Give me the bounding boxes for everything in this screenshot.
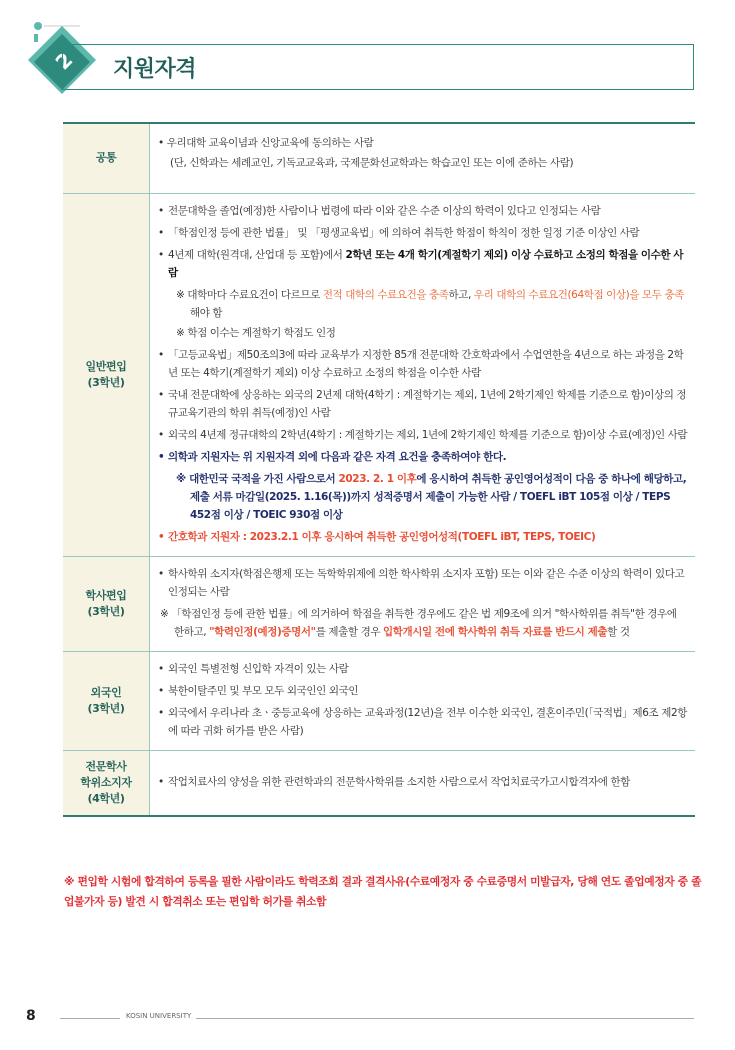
table-row bbox=[63, 193, 695, 556]
note bbox=[158, 470, 689, 524]
category-sublabel: (3학년) bbox=[87, 604, 125, 618]
note-text: 를 제출할 경우 bbox=[315, 625, 384, 638]
category-general-transfer bbox=[63, 193, 150, 556]
table-row bbox=[63, 750, 695, 816]
note-emphasis: 전적 대학의 수료요건을 충족 bbox=[322, 288, 449, 301]
eligibility-table bbox=[63, 122, 695, 817]
row-content bbox=[150, 651, 696, 750]
list-item: • 학사학위 소지자(학점은행제 또는 독학학위제에 의한 학사학위 소지자 포함) 또는 이와 같은 수준 이상의 학력이 있다고 인정되는 사람 bbox=[158, 565, 689, 601]
list-item: • 북한이탈주민 및 부모 모두 외국인인 외국인 bbox=[158, 682, 689, 700]
row-content bbox=[150, 123, 696, 193]
note-text: 할 것 bbox=[607, 625, 630, 638]
list-item: • 외국에서 우리나라 초ㆍ중등교육에 상응하는 교육과정(12년)을 전부 이수한 외국인, 결혼이주민(「국적법」제6조 제2항에 따라 귀화 허가를 받은 사람) bbox=[158, 704, 689, 740]
list-item: • 외국인 특별전형 신입학 자격이 있는 사람 bbox=[158, 660, 689, 678]
category-sublabel: (3학년) bbox=[87, 375, 125, 389]
section-header bbox=[0, 0, 735, 110]
category-label: 전문학사 bbox=[85, 759, 127, 773]
category-associate-degree bbox=[63, 750, 150, 816]
note-emphasis: 2023. 2. 1 이후 bbox=[338, 472, 417, 485]
note-text: ※ 「학점인정 등에 관한 법률」에 의거하여 학점을 취득한 경우에도 같은 법 제9조에 의거 "학사학위를 취득"한 경우에 한하고, bbox=[160, 607, 677, 638]
note-text: ※ 대한민국 국적을 가진 사람으로서 bbox=[176, 472, 339, 485]
table-row bbox=[63, 651, 695, 750]
note-emphasis: 우리 대학의 수료요건(64학점 이상)을 모두 충족 bbox=[473, 288, 684, 301]
list-item: • 「학점인정 등에 관한 법률」 및 「평생교육법」에 의하여 취득한 학점이 학칙이 정한 일정 기준 이상인 사람 bbox=[158, 224, 689, 242]
note-text: 에 응시하여 취득한 공인영어성적이 다음 중 하나에 해당하고, 제출 서류 마감일(2025. 1.16(목))까지 성적증명서 제출이 가능한 사람 / TOEFL iBT 105점 이상 / TEPS 452점 이상 / TOEIC 930점 이상 bbox=[190, 472, 687, 521]
list-item: • 우리대학 교육이념과 신앙교육에 동의하는 사람 bbox=[158, 137, 374, 149]
category-label: 외국인 bbox=[90, 685, 122, 699]
list-item: • 외국의 4년제 정규대학의 2학년(4학기 : 계절학기는 제외, 1년에 2학기제인 학제를 기준으로 함)이상 수료(예정)인 사람 bbox=[158, 426, 689, 444]
item-text: 4년제 대학(원격대, 산업대 등 포함)에서 bbox=[168, 248, 346, 261]
list-item: • 간호학과 지원자 : 2023.2.1 이후 응시하여 취득한 공인영어성적(TOEFL iBT, TEPS, TOEIC) bbox=[158, 528, 689, 546]
category-label: 학사편입 bbox=[85, 588, 127, 602]
page-number: 8 bbox=[26, 1008, 36, 1024]
note-emphasis: "학력인정(예정)증명서" bbox=[209, 625, 316, 638]
list-item: (단, 신학과는 세례교인, 기독교교육과, 국제문화선교학과는 학습교인 또는 이에 준하는 사람) bbox=[170, 157, 574, 169]
note bbox=[158, 286, 689, 322]
category-bachelor-transfer bbox=[63, 556, 150, 651]
item-emphasis: 2학년 또는 4개 학기(계절학기 제외) 이상 수료하고 소정의 학점을 이수한 사람 bbox=[168, 248, 684, 279]
note-text: 하고, bbox=[448, 288, 474, 301]
note-text: ※ 대학마다 수료요건이 다르므로 bbox=[176, 288, 323, 301]
footer-divider bbox=[196, 1018, 694, 1019]
cancellation-note: ※ 편입학 시험에 합격하여 등록을 필한 사람이라도 학력조회 결과 결격사유(수료예정자 중 수료증명서 미발급자, 당해 연도 졸업예정자 중 졸업불가자 등) 발견 시 합격취소 또는 편입학 허가를 취소함 bbox=[64, 875, 702, 908]
section-number: 2 bbox=[50, 47, 78, 75]
category-label: 일반편입 bbox=[85, 359, 127, 373]
row-content bbox=[150, 750, 696, 816]
category-foreigner bbox=[63, 651, 150, 750]
list-item: • 전문대학을 졸업(예정)한 사람이나 법령에 따라 이와 같은 수준 이상의 학력이 있다고 인정되는 사람 bbox=[158, 202, 689, 220]
list-item: • 「고등교육법」제50조의3에 따라 교육부가 지정한 85개 전문대학 간호학과에서 수업연한을 4년으로 하는 과정을 2학년 또는 4학기(계절학기 제외) 이상 수료하고 소정의 학점을 이수한 사람 bbox=[158, 346, 689, 382]
row-content bbox=[150, 193, 696, 556]
list-item: • 작업치료사의 양성을 위한 관련학과의 전문학사학위를 소지한 사람으로서 작업치료국가고시합격자에 한함 bbox=[158, 773, 689, 791]
row-content bbox=[150, 556, 696, 651]
note-text: 해야 함 bbox=[190, 306, 223, 319]
list-item bbox=[158, 246, 689, 282]
table-row bbox=[63, 123, 695, 193]
list-item: • 의학과 지원자는 위 지원자격 외에 다음과 같은 자격 요건을 충족하여야 한다. bbox=[158, 448, 689, 466]
university-name: KOSIN UNIVERSITY bbox=[126, 1012, 192, 1020]
category-sublabel: (3학년) bbox=[87, 701, 125, 715]
category-label: 학위소지자 bbox=[80, 775, 132, 789]
category-common: 공통 bbox=[63, 123, 150, 193]
note: ※ 학점 이수는 계절학기 학점도 인정 bbox=[176, 326, 336, 339]
table-row bbox=[63, 556, 695, 651]
note bbox=[158, 605, 689, 641]
section-title: 지원자격 bbox=[113, 57, 197, 82]
category-sublabel: (4학년) bbox=[87, 791, 125, 805]
footer-divider bbox=[60, 1018, 120, 1019]
note-emphasis: 입학개시일 전에 학사학위 취득 자료를 반드시 제출 bbox=[383, 625, 608, 638]
list-item: • 국내 전문대학에 상응하는 외국의 2년제 대학(4학기 : 계절학기는 제외, 1년에 2학기제인 학제를 기준으로 함)이상의 정규교육기관의 학위 취득(예정)인 사람 bbox=[158, 386, 689, 422]
